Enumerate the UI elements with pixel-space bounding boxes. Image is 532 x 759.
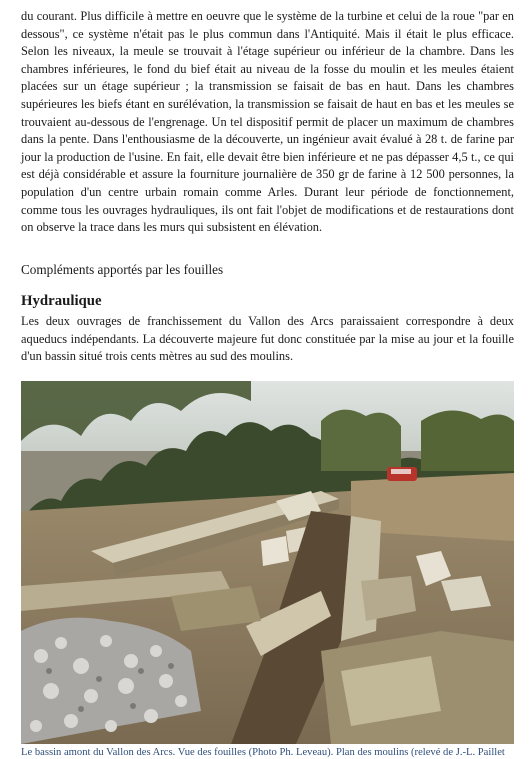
paragraph-1: du courant. Plus difficile à mettre en oeuvre que le système de la turbine et celui de la roue "par en dessous", ce système n'était pas le plus commun dans l'Antiquité. Mais il était le plus efficace. Selon les niveaux, la meule se trouvait à l'étage supérieur ou inférieur de la chambre. Dans les chambres inférieures, le fond du bief était au niveau de la fosse du moulin et les meules étaient placées sur un étage supérieur ; la transmission se faisait de bas en haut. Dans les chambres supérieures les biefs étant en surélévation, la transmission se faisait de haut en bas et les meules se trouvaient au-dessous de l'engrenage. Un tel dispositif permit de placer un maximum de chambres dans la pente. Dans l'enthousiasme de la découverte, un ingénieur avait évalué à 28 t. de farine par jour la production de l'usine. En fait, elle devait être bien inférieure et ne pas dépasser 4,5 t., ce qui est déjà considérable et assure la fourniture journalière de 350 gr de farine à 12 500 personnes, la population d'un centre urbain romain comme Arles. Durant leur période de fonctionnement, comme tous les ouvrages hydrauliques, ils ont fait l'objet de modifications et de restaurations dont on observe la trace dans les murs qui subsistent en élévation. bbox=[21, 9, 514, 235]
paragraph-2: Les deux ouvrages de franchissement du Vallon des Arcs paraissaient correspondre à deux aqueducs indépendants. La découverte majeure fut donc constituée par la mise au jour et la fouille d'un bassin situé trois cents mètres au sud des moulins. bbox=[21, 314, 514, 364]
section-subheading: Compléments apportés par les fouilles bbox=[21, 262, 224, 277]
figure-caption: Le bassin amont du Vallon des Arcs. Vue des fouilles (Photo Ph. Leveau). Plan des moulins (relevé de J.-L. Paillet bbox=[21, 747, 505, 758]
page-content bbox=[21, 8, 514, 758]
excavation-photo bbox=[21, 381, 514, 744]
section-heading: Hydraulique bbox=[21, 293, 102, 309]
